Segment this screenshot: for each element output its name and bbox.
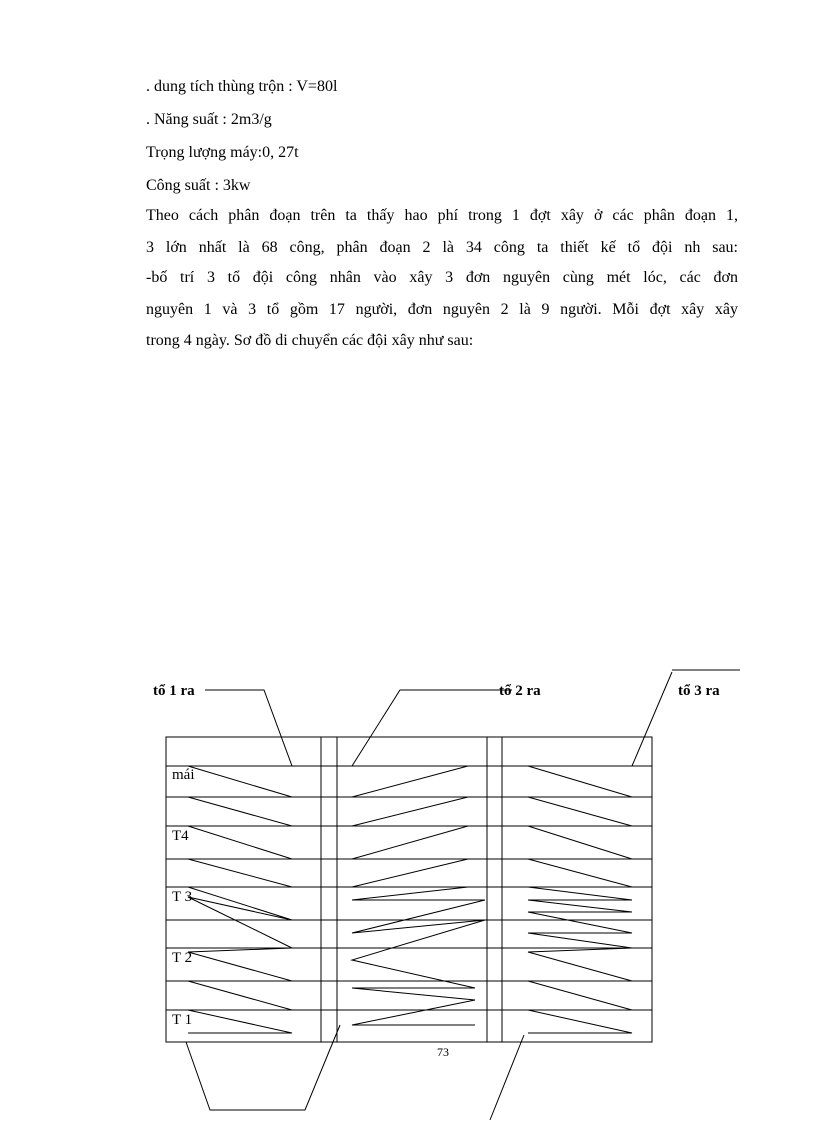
spec-power: Công suất : 3kw: [146, 177, 251, 194]
paragraph-line-1: Theo cách phân đoạn trên ta thấy hao phí trong 1 đợt xây ở các phân đoạn 1,: [146, 207, 738, 224]
team-3-entry-arrow: [490, 1035, 524, 1120]
page-number: 73: [437, 1045, 449, 1059]
team-3-zigzag: [528, 766, 632, 1033]
team-1-exit-arrow: [205, 690, 292, 766]
floor-label-t1: T 1: [172, 1012, 193, 1028]
paragraph-line-4: nguyên 1 và 3 tổ gồm 17 người, đơn nguyên 2 là 9 người. Mỗi đợt xây xây: [146, 301, 738, 318]
team-3-out-label: tổ 3 ra: [678, 683, 720, 699]
floor-label-t2: T 2: [172, 950, 193, 966]
team-2-exit-arrow: [352, 690, 512, 766]
spec-productivity: . Năng suất : 2m3/g: [146, 111, 272, 128]
paragraph-line-5: trong 4 ngày. Sơ đồ di chuyển các đội xây như sau:: [146, 332, 474, 349]
spec-mixer-volume: . dung tích thùng trộn : V=80l: [146, 78, 338, 95]
team-1-zigzag: [188, 766, 292, 1033]
team-2-out-label: tổ 2 ra: [499, 683, 541, 699]
paragraph-line-2: 3 lớn nhất là 68 công, phân đoạn 2 là 34 công ta thiết kế tổ đội nh sau:: [146, 239, 738, 256]
spec-machine-weight: Trọng lượng máy:0, 27t: [146, 144, 299, 161]
floor-label-t4: T4: [172, 828, 189, 844]
paragraph-line-3: -bố trí 3 tổ đội công nhân vào xây 3 đơn nguyên cùng mét lóc, các đơn: [146, 269, 738, 286]
building-frame: [166, 737, 652, 1042]
floor-label-roof: mái: [172, 767, 195, 783]
team-2-zigzag: [352, 766, 485, 1025]
team-1-entry-arrow: [186, 1025, 340, 1110]
floor-label-t3: T 3: [172, 889, 193, 905]
team-1-out-label: tổ 1 ra: [153, 683, 195, 699]
